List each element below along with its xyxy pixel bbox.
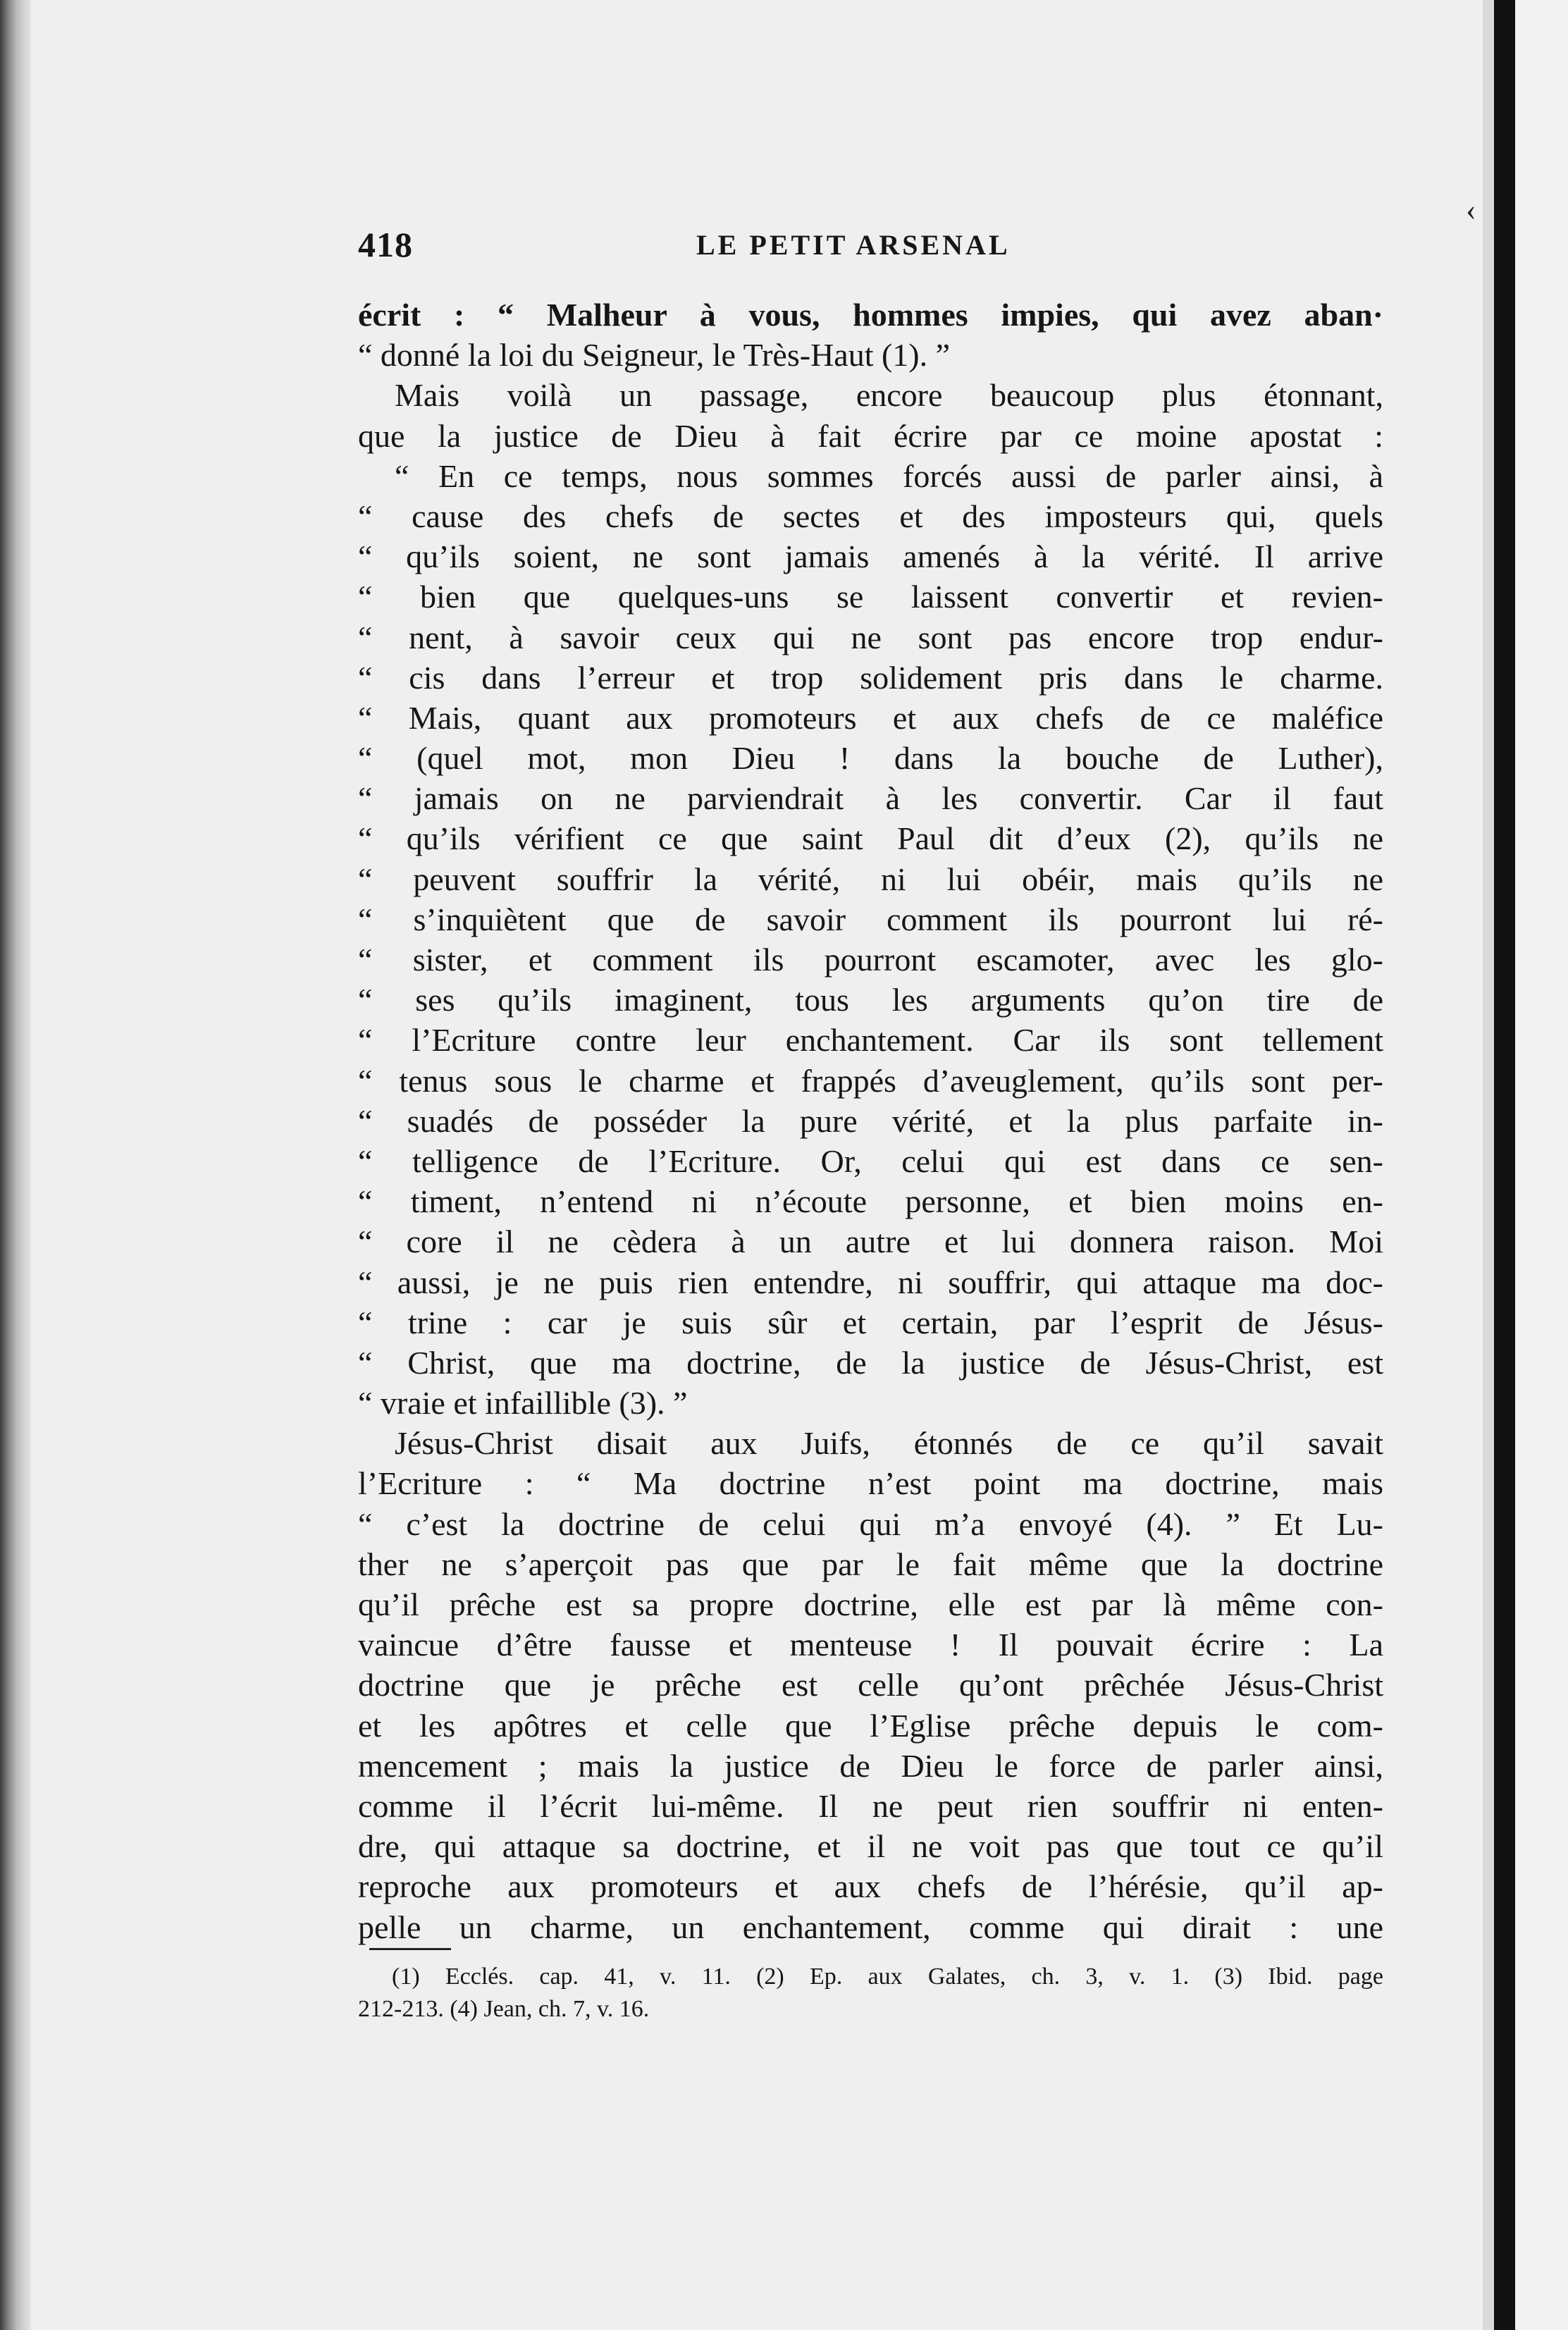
page-edge-bar xyxy=(1494,0,1515,2330)
text-line: “ Mais, quant aux promoteurs et aux chefs de ce maléfice xyxy=(358,699,1383,736)
text-line: vaincue d’être fausse et menteuse ! Il pouvait écrire : La xyxy=(358,1627,1383,1663)
book-spine-shadow xyxy=(0,0,31,2330)
running-title: LE PETIT ARSENAL xyxy=(696,229,1011,261)
text-line: “ qu’ils soient, ne sont jamais amenés à la vérité. Il arrive xyxy=(358,538,1383,575)
text-line: “ En ce temps, nous sommes forcés aussi de parler ainsi, à xyxy=(395,457,1383,494)
text-line: “ aussi, je ne puis rien entendre, ni souffrir, qui attaque ma doc- xyxy=(358,1264,1383,1300)
page-edge-gap xyxy=(1483,0,1494,2330)
text-line: “ nent, à savoir ceux qui ne sont pas encore trop endur- xyxy=(358,619,1383,655)
text-line: mencement ; mais la justice de Dieu le force de parler ainsi, xyxy=(358,1747,1383,1784)
text-line: écrit : “ Malheur à vous, hommes impies, qui avez aban· xyxy=(358,297,1383,333)
text-line: Mais voilà un passage, encore beaucoup plus étonnant, xyxy=(395,377,1383,414)
text-line: pelle un charme, un enchantement, comme qui dirait : une xyxy=(358,1909,1383,1945)
text-line: comme il l’écrit lui-même. Il ne peut rien souffrir ni enten- xyxy=(358,1787,1383,1824)
footnote-line: (1) Ecclés. cap. 41, v. 11. (2) Ep. aux Galates, ch. 3, v. 1. (3) Ibid. page xyxy=(392,1964,1383,1990)
text-line: “ timent, n’entend ni n’écoute personne, et bien moins en- xyxy=(358,1183,1383,1220)
text-line: “ donné la loi du Seigneur, le Très-Haut (1). ” xyxy=(358,337,951,374)
text-line: “ telligence de l’Ecriture. Or, celui qui est dans ce sen- xyxy=(358,1142,1383,1179)
text-line: dre, qui attaque sa doctrine, et il ne voit pas que tout ce qu’il xyxy=(358,1828,1383,1865)
footnote-rule xyxy=(369,1948,451,1950)
text-line: doctrine que je prêche est celle qu’ont prêchée Jésus-Christ xyxy=(358,1667,1383,1703)
text-line: “ s’inquiètent que de savoir comment ils pourront lui ré- xyxy=(358,901,1383,937)
margin-mark: ‹ xyxy=(1466,192,1476,227)
text-line: “ core il ne cèdera à un autre et lui donnera raison. Moi xyxy=(358,1223,1383,1260)
text-line: Jésus-Christ disait aux Juifs, étonnés de ce qu’il savait xyxy=(395,1425,1383,1462)
text-line: “ suadés de posséder la pure vérité, et la plus parfaite in- xyxy=(358,1102,1383,1139)
text-line: “ trine : car je suis sûr et certain, par l’esprit de Jésus- xyxy=(358,1304,1383,1340)
page-number: 418 xyxy=(358,225,413,264)
footnotes xyxy=(358,1961,1383,2026)
text-line: “ cis dans l’erreur et trop solidement pris dans le charme. xyxy=(358,659,1383,696)
text-line: “ jamais on ne parviendrait à les convertir. Car il faut xyxy=(358,780,1383,817)
text-line: “ vraie et infaillible (3). ” xyxy=(358,1385,688,1422)
running-head xyxy=(358,224,1383,266)
text-line: “ tenus sous le charme et frappés d’aveuglement, qu’ils sont per- xyxy=(358,1062,1383,1099)
text-line: et les apôtres et celle que l’Eglise prêche depuis le com- xyxy=(358,1707,1383,1744)
text-line: l’Ecriture : “ Ma doctrine n’est point ma doctrine, mais xyxy=(358,1465,1383,1502)
body-text xyxy=(358,295,1383,1947)
text-line: “ sister, et comment ils pourront escamoter, avec les glo- xyxy=(358,942,1383,978)
scan-margin xyxy=(1515,0,1568,2330)
text-line: ther ne s’aperçoit pas que par le fait même que la doctrine xyxy=(358,1546,1383,1582)
text-line: “ bien que quelques-uns se laissent convertir et revien- xyxy=(358,579,1383,615)
text-line: “ ses qu’ils imaginent, tous les arguments qu’on tire de xyxy=(358,982,1383,1018)
text-line: reproche aux promoteurs et aux chefs de l’hérésie, qu’il ap- xyxy=(358,1868,1383,1905)
text-line: “ cause des chefs de sectes et des imposteurs qui, quels xyxy=(358,498,1383,534)
text-line: “ peuvent souffrir la vérité, ni lui obéir, mais qu’ils ne xyxy=(358,861,1383,897)
text-line: “ (quel mot, mon Dieu ! dans la bouche de Luther), xyxy=(358,740,1383,777)
text-line: “ l’Ecriture contre leur enchantement. Car ils sont tellement xyxy=(358,1022,1383,1059)
text-line: qu’il prêche est sa propre doctrine, elle est par là même con- xyxy=(358,1586,1383,1622)
text-line: que la justice de Dieu à fait écrire par ce moine apostat : xyxy=(358,417,1383,454)
text-line: “ Christ, que ma doctrine, de la justice de Jésus-Christ, est xyxy=(358,1344,1383,1381)
text-line: “ qu’ils vérifient ce que saint Paul dit d’eux (2), qu’ils ne xyxy=(358,820,1383,857)
footnote-line: 212-213. (4) Jean, ch. 7, v. 16. xyxy=(358,1996,650,2022)
text-line: “ c’est la doctrine de celui qui m’a envoyé (4). ” Et Lu- xyxy=(358,1505,1383,1542)
